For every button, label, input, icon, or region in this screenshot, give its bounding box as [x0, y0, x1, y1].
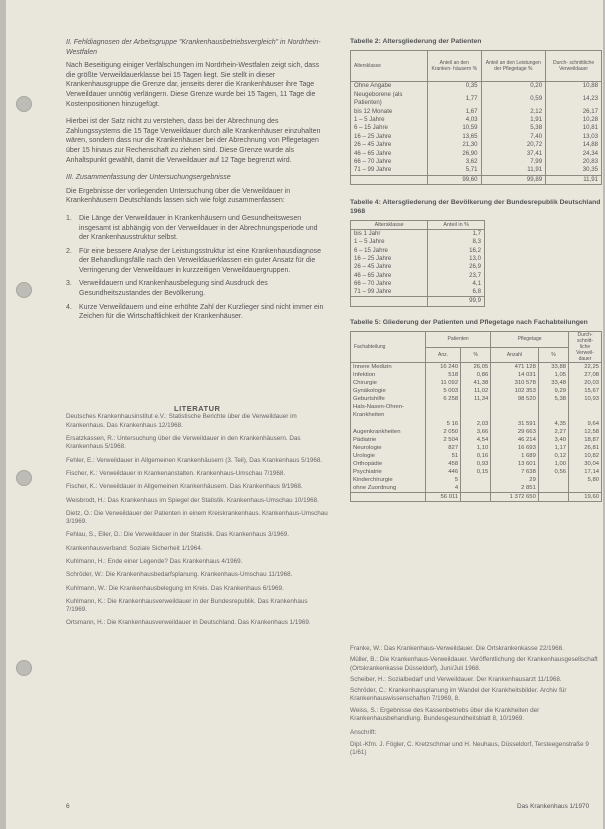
table-row: Orthopädie 458 0,93 13 601 1,00 30,04 [351, 460, 602, 468]
table-row: 5 16 2,03 31 591 4,35 9,64 [351, 420, 602, 428]
punch-hole [16, 470, 32, 486]
punch-hole [16, 282, 32, 298]
table-row: Pädiatrie 2 504 4,54 46 214 3,40 18,87 [351, 436, 602, 444]
journal-footer: Das Krankenhaus 1/1970 [517, 803, 590, 810]
reference-item: Weisbrodt, H.: Das Krankenhaus im Spiegel der Statistik. Krankenhaus-Umschau 10/1968. [66, 496, 319, 504]
table-row: Ohne Angabe 0,35 0,20 10,88 [351, 82, 602, 91]
reference-item: Ortsmann, H.: Die Krankenhausverweildauer in Deutschland. Das Krankenhaus 1/1969. [66, 619, 311, 627]
table-age-patients [350, 50, 602, 185]
table-age-population [350, 220, 485, 307]
table-header: Anteil in % [428, 221, 485, 230]
table-4-caption: Tabelle 4: Altersgliederung der Bevölkerung der Bundesrepublik Deutschland 1968 [350, 199, 601, 215]
table-row: Psychiatrie 446 0,15 7 638 0,56 17,14 [351, 468, 602, 476]
table-row: 16 – 25 Jahre 13,65 7,40 13,03 [351, 133, 602, 141]
table-header: Durch- schnittliche Verweildauer [546, 51, 602, 82]
table-row: 6 – 15 Jahre 16,2 [351, 247, 485, 255]
list-item: 2. Für eine bessere Analyse der Leistungsstruktur ist eine Krankenhausdiagnose der Behandlungsfälle nach den Verweildauerklassen ein guter Ansatz für die Verringerung der Verweildauer in kurzzeitigen Verweildauergruppen. [66, 247, 322, 274]
punch-hole [16, 96, 32, 112]
table-header: Altersklasse [351, 51, 428, 82]
table-sum-row: 99,9 [351, 297, 485, 306]
table-row: bis 1 Jahr 1,7 [351, 230, 485, 239]
summary-list [66, 214, 328, 322]
list-item: 3. Verweildauern und Krankenhausbelegung sind Ausdruck des Gesundheitszustandes der Bevölkerung. [66, 280, 268, 298]
reference-item: Scheiber, H.: Sozialbedarf und Verweildauer. Der Krankenhausarzt 11/1968. [350, 675, 562, 683]
document-page [6, 0, 603, 829]
table-row: Neugeborene (als Patienten) 1,77 0,59 14,23 [351, 91, 602, 108]
reference-item: Fehlau, S., Eller, D.: Die Verweildauer in der Statistik. Das Krankenhaus 3/1969. [66, 531, 289, 539]
table-row: Gynäkologie 5 003 11,02 102 353 9,29 15,67 [351, 387, 602, 395]
table-row: 46 – 65 Jahre 23,7 [351, 272, 485, 280]
table-header: Patienten [426, 332, 491, 348]
reference-item: Kuhlmann, H.: Ende einer Legende? Das Krankenhaus 4/1969. [66, 558, 243, 565]
table-row: 26 – 45 Jahre 21,30 20,72 14,88 [351, 141, 602, 149]
authors-label: Anschrift: [350, 729, 377, 737]
table-row: 16 – 25 Jahre 13,0 [351, 255, 485, 263]
table-row: 66 – 70 Jahre 4,1 [351, 280, 485, 288]
authors: Dipl.-Kfm. J. Fögler, C. Kretzschmar und H. Neuhaus, Düsseldorf, Tersteegenstraße 9 (1/61) [350, 740, 589, 756]
reference-item: Schröder, W.: Die Krankenhausbedarfsplanung. Krankenhaus-Umschau 11/1968. [66, 571, 293, 579]
reference-list [66, 413, 328, 627]
summary-heading: III. Zusammenfassung der Untersuchungsergebnisse [66, 174, 231, 182]
paragraph: Hierbei ist der Satz nicht zu verstehen, dass bei der Abrechnung des Zahlungssystems die 15 Tage Verweildauer durch alle Krankenhäuser einzuhalten wären, sondern dass nur die Krankenhäuser bei der Abrechnung von Pflegetagen über 15 hinaus zur Rechenschaft zu ziehen sind. Diese Grenze wurde als Anhaltspunkt gewählt, damit die Verweildauer auf 12 Tage begrenzt wird. [66, 118, 321, 164]
table-header: Anteil an den Kranken- häusern % [428, 51, 482, 82]
section-heading: II. Fehldiagnosen der Arbeitsgruppe "Krankenhausbetriebsvergleich" in Nordrhein-Westfalen [66, 39, 321, 56]
list-item: 4. Kurze Verweildauern und eine erhöhte Zahl der Kurzlieger sind nicht immer ein Zeichen für die Wirtschaftlichkeit der Krankenhäuser. [66, 303, 324, 321]
page-number: 6 [66, 803, 70, 810]
reference-item: Fehler, E.: Verweildauer in Allgemeinen Krankenhäusern (3. Teil), Das Krankenhaus 5/1968. [66, 456, 323, 464]
literature-title: LITERATUR [174, 403, 221, 413]
reference-item: Franke, W.: Das Krankenhaus-Verweildauer. Die Ortskrankenkasse 22/1968. [350, 645, 564, 652]
reference-item: Dietz, O.: Die Verweildauer der Patienten in einem Kreiskrankenhaus. Krankenhaus-Umschau 3/1969. [66, 509, 328, 526]
reference-item: Deutsches Krankenhausinstitut e.V.: Statistische Berichte über die Verweildauer im Krankenhaus. Das Krankenhaus 12/1968. [66, 413, 297, 429]
table-row: 26 – 45 Jahre 26,9 [351, 263, 485, 271]
table-row: Geburtshilfe 6 258 11,34 98 520 5,38 10,93 [351, 395, 602, 403]
table-subheader: % [461, 347, 491, 363]
right-column [350, 38, 602, 502]
table-header: Fachabteilung [351, 332, 426, 363]
table-row: Neurologie 827 1,10 16 693 1,17 26,81 [351, 444, 602, 452]
table-row: Chirurgie 11 092 41,38 310 578 33,48 20,03 [351, 379, 602, 387]
table-2-caption: Tabelle 2: Altersgliederung der Patienten [350, 38, 482, 45]
table-row: Augenkrankheiten 2 050 3,66 29 663 2,27 12,58 [351, 428, 602, 436]
reference-item: Weiss, S.: Ergebnisse des Kassenbetriebs über die Krankheiten der Krankenhausbehandlung. Bundesgesundheitsblatt 8, 10/1969. [350, 706, 540, 723]
right-reference-list [350, 645, 602, 760]
table-row: 46 – 65 Jahre 26,90 37,41 24,34 [351, 150, 602, 158]
table-header: Pflegetage [491, 332, 569, 348]
table-row: Kinderchirurgie 5 29 5,80 [351, 476, 602, 484]
table-row: bis 12 Monate 1,67 2,12 26,17 [351, 108, 602, 116]
paragraph: Nach Beseitigung einiger Verfälschungen im Nordrhein-Westfalen zeigt sich, dass die größte Verweildauerklasse bei 15 Tagen liegt. Sie stellt in dieser Krankenhausgruppe die Grenze dar, jenseits derer die Krankenhäuser ihre Tage Verweildauer unnötig verlängern. Diese Grenze wurde bei 15 Tagen, 11 Tage die Kostenpositionen hinzugefügt. [66, 62, 320, 108]
table-row: 6 – 15 Jahre 10,59 5,38 10,81 [351, 124, 602, 132]
table-row: 71 – 99 Jahre 5,71 11,91 30,35 [351, 166, 602, 175]
list-item: 1. Die Länge der Verweildauer in Krankenhäusern und Gesundheitswesen insgesamt ist abhängig von der Verweildauer in der Abrechnungsperiode und der Krankenhausstruktur selbst. [66, 214, 318, 242]
reference-item: Schröder, C.: Krankenhausplanung im Wandel der Krankheitsbilder. Archiv für Krankenhauswissenschaften 7/1969, 8. [350, 687, 567, 703]
table-header: Altersklasse [351, 221, 428, 230]
table-row: Innere Medizin 16 240 26,05 471 128 33,88 22,25 [351, 363, 602, 372]
reference-item: Krankenhausverband: Soziale Sicherheit 1/1964. [66, 544, 203, 552]
reference-item: Kuhlmann, K.: Die Krankenhausverweildauer in der Bundesrepublik. Das Krankenhaus 7/1969. [66, 597, 308, 614]
table-row: 1 – 5 Jahre 4,03 1,91 10,28 [351, 116, 602, 124]
table-row: Urologie 51 0,16 1 689 0,12 10,82 [351, 452, 602, 460]
table-sum-row: 56 011 1 372 650 19,60 [351, 492, 602, 501]
table-sum-row: 99,60 99,89 11,91 [351, 175, 602, 184]
table-row: Infektion 518 0,86 14 031 1,05 27,08 [351, 371, 602, 379]
table-subheader: Anzahl [491, 347, 539, 363]
reference-item: Müller, B.: Die Krankenhaus-Verweildauer. Veröffentlichung der Krankenhausgesellschaft (Ortskrankenkasse Düsseldorf), Juni/Juli 1968. [350, 656, 598, 672]
summary-intro: Die Ergebnisse der vorliegenden Untersuchung über die Verweildauer in Krankenhäusern Deutschlands lassen sich wie folgt zusammenfassen: [66, 187, 291, 205]
table-row: Hals-Nasen-Ohren-Krankheiten [351, 403, 602, 419]
table-subheader: Anz. [426, 347, 461, 363]
left-column [66, 38, 328, 633]
table-5-caption: Tabelle 5: Gliederung der Patienten und Pflegetage nach Fachabteilungen [350, 318, 588, 326]
table-row: ohne Zuordnung 4 2 851 [351, 484, 602, 493]
table-subheader: % [538, 347, 568, 363]
punch-hole [16, 660, 32, 676]
table-row: 1 – 5 Jahre 8,3 [351, 238, 485, 246]
reference-item: Ersatzkassen, R.: Untersuchung über die Verweildauer in den Krankenhäusern. Das Krankenhaus 5/1968. [66, 435, 301, 451]
table-header: Durch- schnitt- liche Verweil- dauer [569, 332, 602, 363]
table-row: 71 – 99 Jahre 6,8 [351, 288, 485, 297]
reference-item: Kuhlmann, W.: Die Krankenhausbelegung im Kreis. Das Krankenhaus 6/1969. [66, 584, 284, 592]
table-header: Anteil an den Leistungen der Pflegetage % [481, 51, 546, 82]
reference-item: Fischer, K.: Verweildauer in Allgemeinen Krankenhäusern. Das Krankenhaus 9/1968. [66, 483, 303, 491]
reference-item: Fischer, K.: Verweildauer in Krankenanstalten. Krankenhaus-Umschau 7/1968. [66, 469, 286, 477]
table-row: 66 – 70 Jahre 3,62 7,99 20,83 [351, 158, 602, 166]
table-departments [350, 331, 602, 502]
